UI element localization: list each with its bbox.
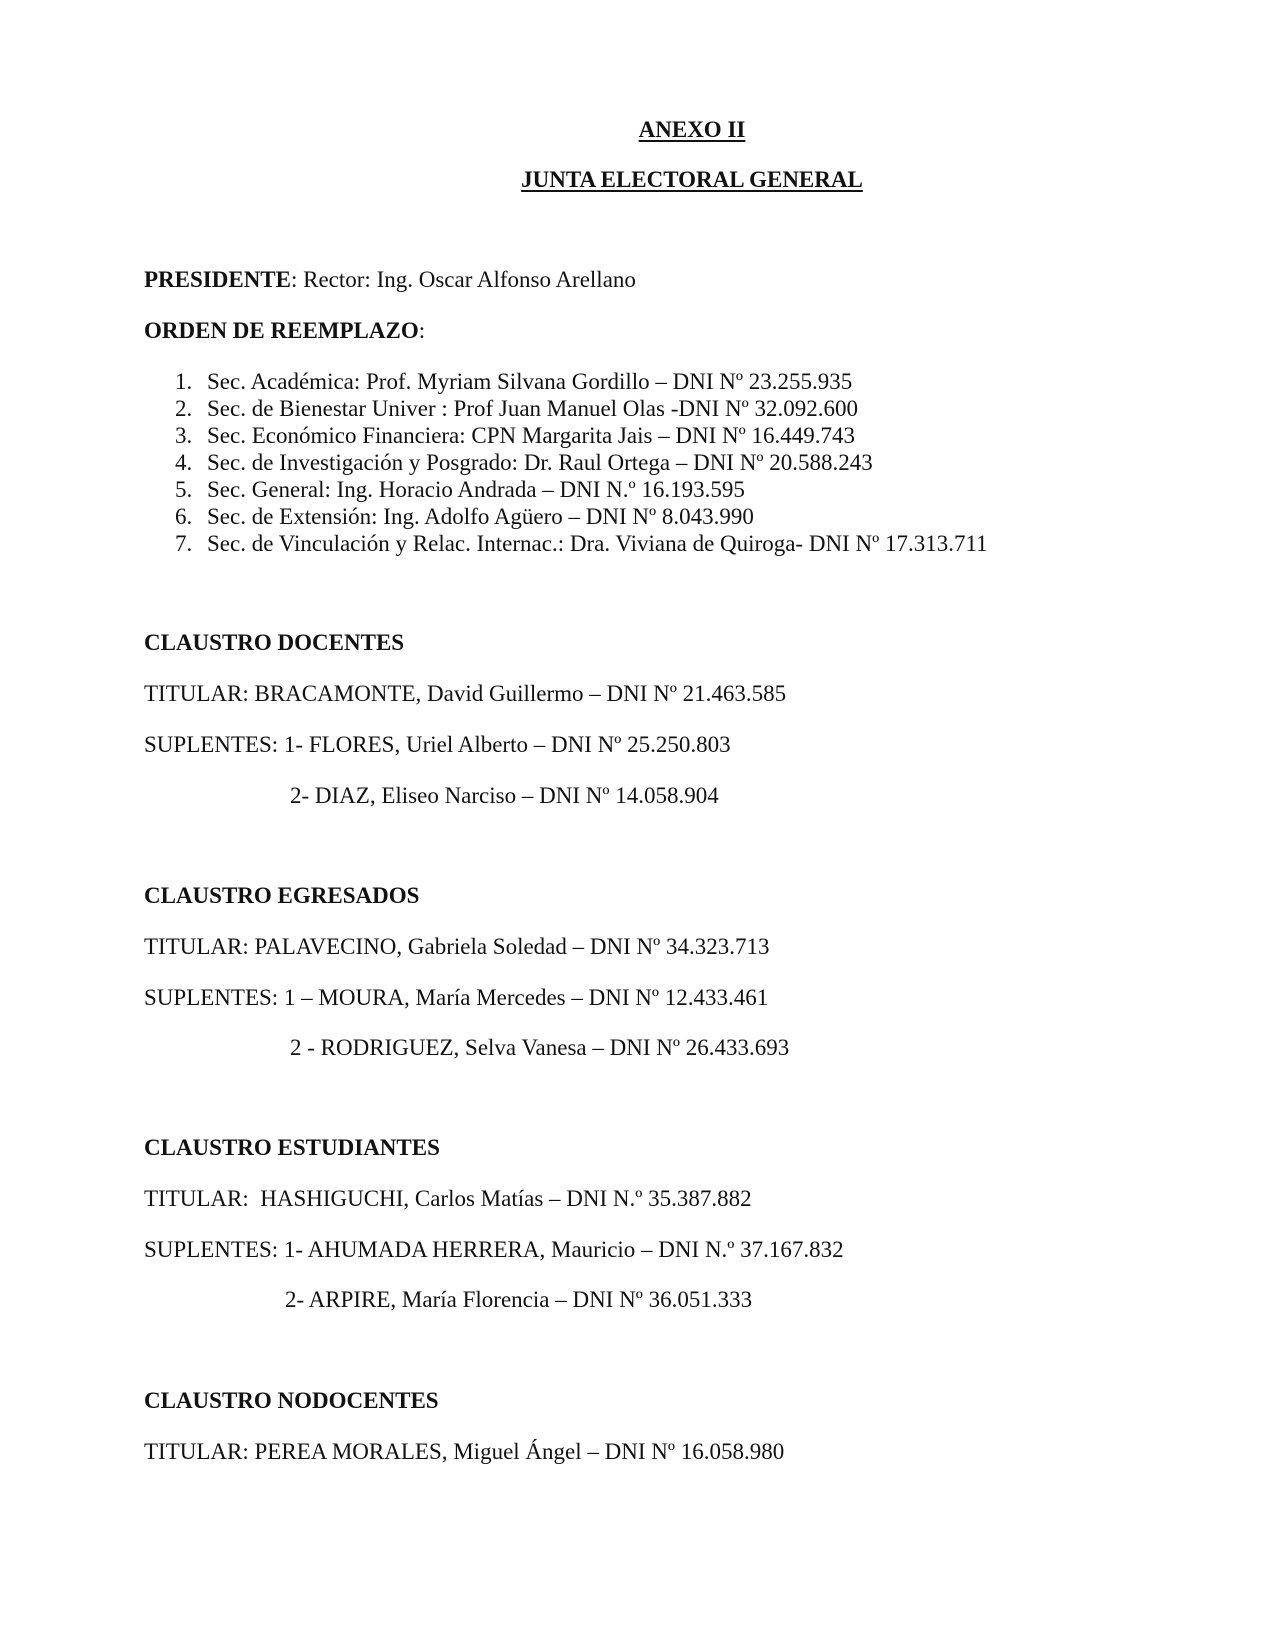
president-text: : Rector: Ing. Oscar Alfonso Arellano <box>290 267 636 292</box>
list-item-text: Sec. Académica: Prof. Myriam Silvana Gordillo – DNI Nº 23.255.935 <box>207 369 853 394</box>
estudiantes-suplente-2: 2- ARPIRE, María Florencia – DNI Nº 36.051.333 <box>285 1287 753 1312</box>
egresados-titular: TITULAR: PALAVECINO, Gabriela Soledad – DNI Nº 34.323.713 <box>144 934 770 959</box>
docentes-heading: CLAUSTRO DOCENTES <box>144 630 405 655</box>
list-item-number: 3. <box>175 423 193 448</box>
egresados-heading: CLAUSTRO EGRESADOS <box>144 883 420 908</box>
list-item-text: Sec. General: Ing. Horacio Andrada – DNI N.º 16.193.595 <box>207 477 745 502</box>
list-item-text: Sec. de Investigación y Posgrado: Dr. Raul Ortega – DNI Nº 20.588.243 <box>207 450 873 475</box>
list-item-text: Sec. de Bienestar Univer : Prof Juan Manuel Olas -DNI Nº 32.092.600 <box>207 396 858 421</box>
list-item-text: Sec. Económico Financiera: CPN Margarita Jais – DNI Nº 16.449.743 <box>207 423 856 448</box>
list-item-text: Sec. de Extensión: Ing. Adolfo Agüero – DNI Nº 8.043.990 <box>207 504 754 529</box>
list-item <box>175 532 988 555</box>
president-label: PRESIDENTE <box>144 267 291 292</box>
docentes-titular: TITULAR: BRACAMONTE, David Guillermo – DNI Nº 21.463.585 <box>144 681 787 706</box>
docentes-suplente-1: SUPLENTES: 1- FLORES, Uriel Alberto – DNI Nº 25.250.803 <box>144 732 731 757</box>
estudiantes-heading: CLAUSTRO ESTUDIANTES <box>144 1135 440 1160</box>
list-item <box>175 397 858 420</box>
list-item <box>175 424 855 447</box>
president-line <box>144 268 636 291</box>
list-item-number: 5. <box>175 477 193 502</box>
list-item-number: 2. <box>175 396 193 421</box>
egresados-suplente-2: 2 - RODRIGUEZ, Selva Vanesa – DNI Nº 26.433.693 <box>290 1035 790 1060</box>
replacement-heading <box>144 319 425 342</box>
replacement-colon: : <box>418 318 426 343</box>
egresados-suplente-1: SUPLENTES: 1 – MOURA, María Mercedes – DNI Nº 12.433.461 <box>144 985 769 1010</box>
list-item <box>175 505 754 528</box>
list-item <box>175 478 745 501</box>
annex-title: ANEXO II <box>638 117 746 142</box>
list-item-number: 4. <box>175 450 193 475</box>
docentes-suplente-2: 2- DIAZ, Eliseo Narciso – DNI Nº 14.058.904 <box>290 783 719 808</box>
list-item <box>175 370 852 393</box>
replacement-label: ORDEN DE REEMPLAZO <box>144 318 419 343</box>
list-item-text: Sec. de Vinculación y Relac. Internac.: Dra. Viviana de Quiroga- DNI Nº 17.313.711 <box>207 531 988 556</box>
nodocentes-heading: CLAUSTRO NODOCENTES <box>144 1388 439 1413</box>
nodocentes-titular: TITULAR: PEREA MORALES, Miguel Ángel – DNI Nº 16.058.980 <box>144 1439 785 1464</box>
list-item-number: 7. <box>175 531 193 556</box>
list-item <box>175 451 873 474</box>
estudiantes-titular: TITULAR: HASHIGUCHI, Carlos Matías – DNI N.º 35.387.882 <box>144 1186 752 1211</box>
document-subtitle: JUNTA ELECTORAL GENERAL <box>521 167 863 192</box>
list-item-number: 6. <box>175 504 193 529</box>
list-item-number: 1. <box>175 369 193 394</box>
estudiantes-suplente-1: SUPLENTES: 1- AHUMADA HERRERA, Mauricio – DNI N.º 37.167.832 <box>144 1237 844 1262</box>
